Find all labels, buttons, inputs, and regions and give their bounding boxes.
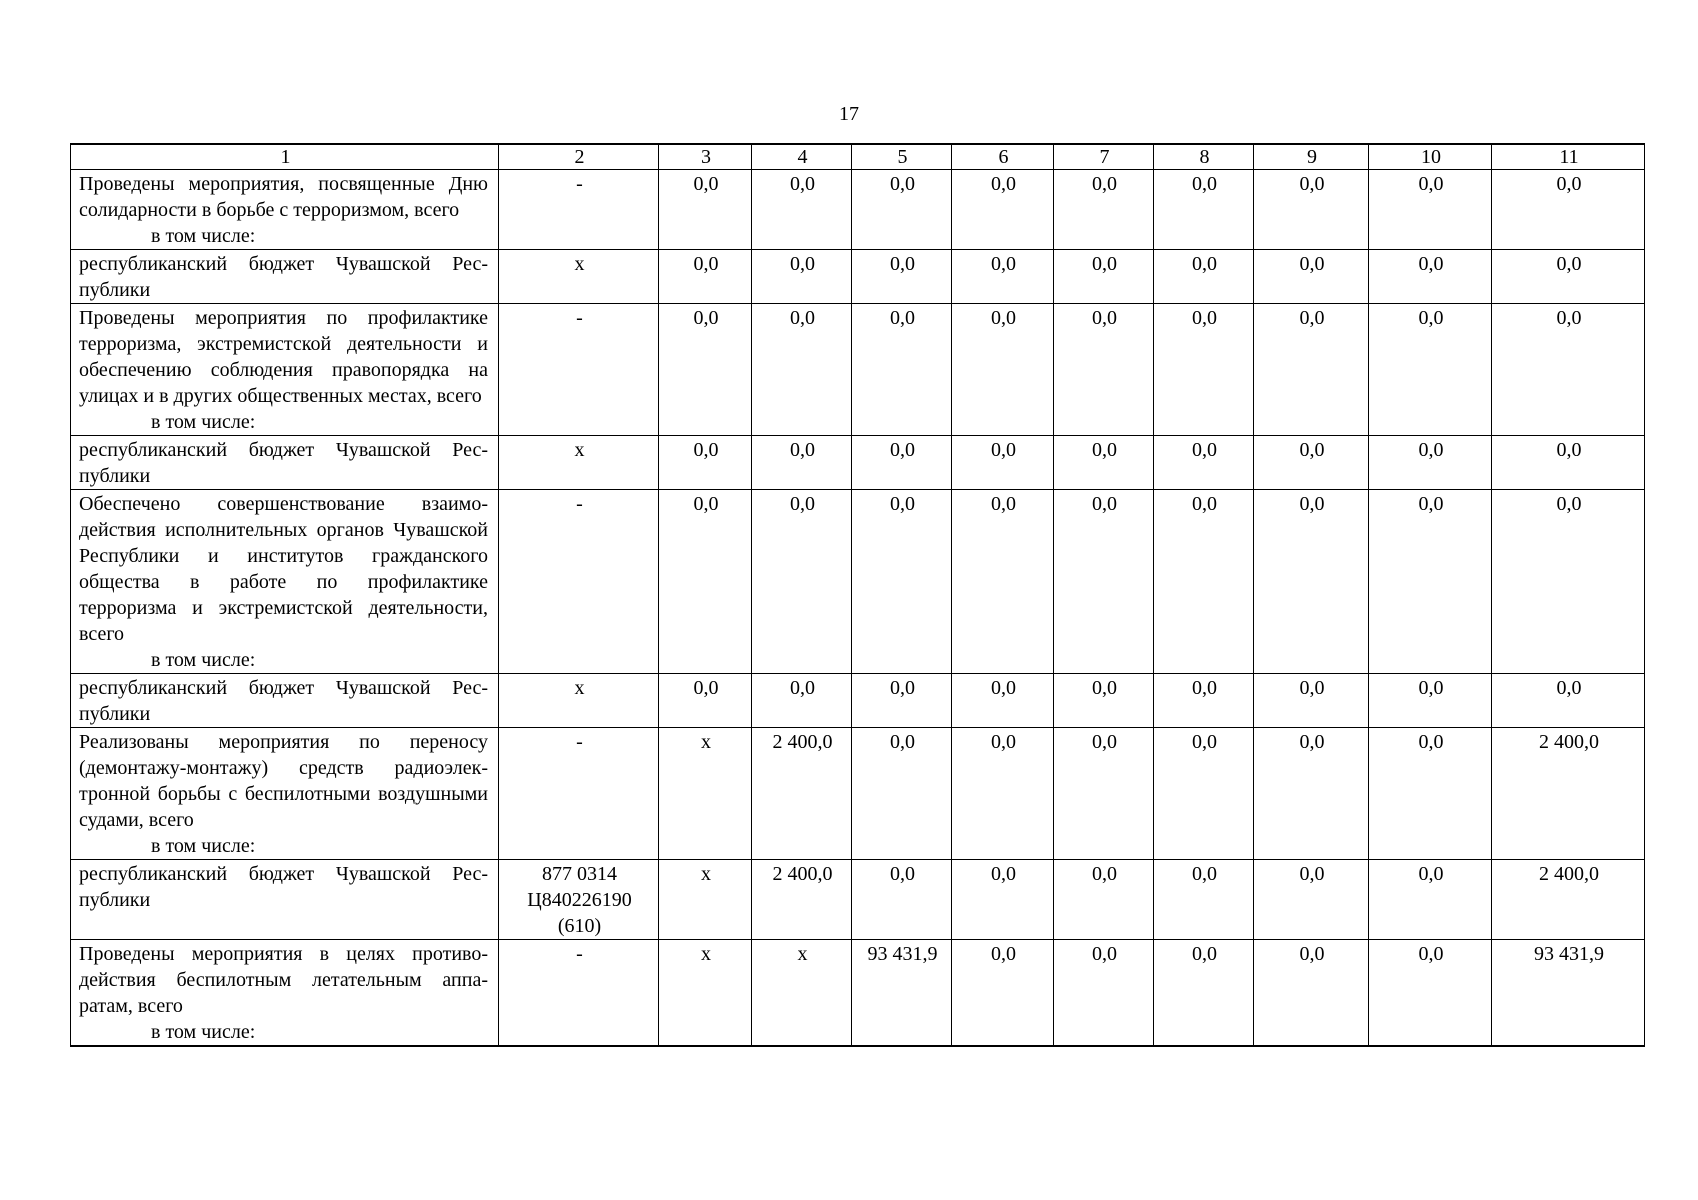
value-cell: 0,0	[1369, 250, 1492, 304]
column-header: 6	[952, 144, 1054, 170]
row-description-text: республиканский бюджет Чувашской Республики	[79, 863, 488, 911]
value-cell: 0,0	[1492, 436, 1645, 490]
value-cell: 0,0	[952, 304, 1054, 436]
column-header: 4	[752, 144, 852, 170]
value-cell: 0,0	[659, 304, 752, 436]
budget-code-cell	[499, 860, 659, 940]
value-cell: х	[659, 940, 752, 1047]
value-cell: 0,0	[1054, 436, 1154, 490]
value-cell: 0,0	[1054, 304, 1154, 436]
value-cell: 0,0	[1054, 674, 1154, 728]
value-cell: 0,0	[1054, 170, 1154, 250]
row-subtotal-label: в том числе:	[151, 411, 256, 433]
value-cell: х	[659, 728, 752, 860]
header-row	[71, 144, 1645, 170]
value-cell: 0,0	[1254, 940, 1369, 1047]
row-description	[71, 860, 499, 940]
table-header	[71, 144, 1645, 170]
budget-code-cell	[499, 436, 659, 490]
value-cell: 0,0	[1154, 728, 1254, 860]
value-cell: 2 400,0	[1492, 860, 1645, 940]
budget-code-line: х	[574, 253, 585, 275]
value-cell: 0,0	[1369, 674, 1492, 728]
row-description	[71, 170, 499, 250]
value-cell: 0,0	[1154, 170, 1254, 250]
budget-code-line: х	[574, 677, 585, 699]
value-cell: 0,0	[1254, 490, 1369, 674]
value-cell: х	[752, 940, 852, 1047]
value-cell: 0,0	[852, 250, 952, 304]
budget-code-line: -	[576, 307, 583, 329]
value-cell: 0,0	[1369, 304, 1492, 436]
value-cell: 0,0	[1154, 940, 1254, 1047]
value-cell: 0,0	[1154, 436, 1254, 490]
value-cell: 0,0	[852, 304, 952, 436]
budget-code-cell	[499, 304, 659, 436]
row-description	[71, 490, 499, 674]
row-description	[71, 940, 499, 1047]
value-cell: 0,0	[852, 490, 952, 674]
budget-code-cell	[499, 674, 659, 728]
budget-table	[70, 143, 1645, 1047]
row-description	[71, 436, 499, 490]
budget-code-line: (610)	[557, 915, 602, 937]
value-cell: 0,0	[1369, 490, 1492, 674]
row-description-text: республиканский бюджет Чувашской Республики	[79, 253, 488, 301]
value-cell: 0,0	[659, 170, 752, 250]
row-description	[71, 674, 499, 728]
value-cell: 93 431,9	[852, 940, 952, 1047]
budget-code-line: -	[576, 731, 583, 753]
value-cell: 0,0	[1054, 250, 1154, 304]
value-cell: 0,0	[1492, 490, 1645, 674]
table-row	[71, 170, 1645, 250]
value-cell: 93 431,9	[1492, 940, 1645, 1047]
row-description	[71, 250, 499, 304]
column-header: 9	[1254, 144, 1369, 170]
value-cell: 0,0	[1254, 860, 1369, 940]
row-subtotal-label: в том числе:	[151, 225, 256, 247]
page-number: 17	[839, 103, 859, 125]
row-description-text: республиканский бюджет Чувашской Республики	[79, 677, 488, 725]
value-cell: 0,0	[1154, 490, 1254, 674]
value-cell: 0,0	[752, 250, 852, 304]
value-cell: 0,0	[1154, 860, 1254, 940]
row-description-text: Обеспечено совершенствование взаимодействия исполнительных органов Чувашской Республики и институтов гражданского общества в работе по профилактике терроризма и экстремистской деятельности, всего	[79, 493, 488, 645]
value-cell: 0,0	[1154, 674, 1254, 728]
value-cell: 0,0	[1254, 674, 1369, 728]
value-cell: 0,0	[1054, 490, 1154, 674]
table-row	[71, 304, 1645, 436]
table-row	[71, 674, 1645, 728]
column-header: 3	[659, 144, 752, 170]
value-cell: 0,0	[659, 436, 752, 490]
value-cell: 0,0	[752, 170, 852, 250]
table-row	[71, 250, 1645, 304]
value-cell: 0,0	[952, 436, 1054, 490]
row-subtotal-label: в том числе:	[151, 649, 256, 671]
value-cell: 0,0	[1492, 250, 1645, 304]
value-cell: 0,0	[659, 490, 752, 674]
row-description-text: республиканский бюджет Чувашской Республики	[79, 439, 488, 487]
value-cell: 0,0	[1254, 728, 1369, 860]
table-row	[71, 860, 1645, 940]
value-cell: 0,0	[1492, 304, 1645, 436]
value-cell: 0,0	[952, 860, 1054, 940]
value-cell: 0,0	[952, 170, 1054, 250]
table-row	[71, 728, 1645, 860]
value-cell: 0,0	[1154, 304, 1254, 436]
value-cell: 0,0	[1492, 170, 1645, 250]
row-description-text: Проведены мероприятия по профилактике терроризма, экстремистской деятельности и обеспечению соблюдения правопорядка на улицах и в других общественных местах, всего	[79, 307, 488, 407]
table-row	[71, 436, 1645, 490]
value-cell: 0,0	[1254, 436, 1369, 490]
value-cell: 0,0	[852, 728, 952, 860]
value-cell: 0,0	[852, 860, 952, 940]
value-cell: 0,0	[952, 250, 1054, 304]
value-cell: 2 400,0	[752, 728, 852, 860]
value-cell: 0,0	[752, 304, 852, 436]
column-header: 7	[1054, 144, 1154, 170]
row-description-text: Реализованы мероприятия по переносу (демонтажу-монтажу) средств радиоэлектронной борьбы с беспилотными воздушными судами, всего	[79, 731, 488, 831]
budget-code-line: х	[574, 439, 585, 461]
column-header: 1	[71, 144, 499, 170]
value-cell: 0,0	[1054, 728, 1154, 860]
value-cell: 0,0	[1054, 940, 1154, 1047]
budget-code-cell	[499, 490, 659, 674]
column-header: 5	[852, 144, 952, 170]
budget-code-line: -	[576, 173, 583, 195]
budget-code-cell	[499, 170, 659, 250]
value-cell: 0,0	[1254, 304, 1369, 436]
value-cell: 0,0	[659, 250, 752, 304]
value-cell: 0,0	[1254, 170, 1369, 250]
column-header: 2	[499, 144, 659, 170]
budget-code-line: Ц840226190	[527, 889, 632, 911]
value-cell: 0,0	[659, 674, 752, 728]
table-row	[71, 490, 1645, 674]
budget-code-line: 877 0314	[542, 863, 617, 885]
value-cell: 0,0	[1154, 250, 1254, 304]
budget-code-line: -	[576, 493, 583, 515]
value-cell: 0,0	[1369, 860, 1492, 940]
budget-code-line: -	[576, 943, 583, 965]
row-description	[71, 728, 499, 860]
table-body	[71, 170, 1645, 1047]
column-header: 11	[1492, 144, 1645, 170]
row-description-text: Проведены мероприятия, посвященные Дню солидарности в борьбе с терроризмом, всего	[79, 173, 488, 221]
value-cell: 0,0	[1369, 940, 1492, 1047]
value-cell: 2 400,0	[752, 860, 852, 940]
row-description-text: Проведены мероприятия в целях противодействия беспилотным летательным аппаратам, всего	[79, 943, 488, 1017]
value-cell: 0,0	[752, 674, 852, 728]
value-cell: 0,0	[1254, 250, 1369, 304]
value-cell: 0,0	[952, 674, 1054, 728]
column-header: 10	[1369, 144, 1492, 170]
value-cell: 0,0	[1369, 436, 1492, 490]
row-description	[71, 304, 499, 436]
value-cell: 0,0	[1369, 728, 1492, 860]
value-cell: 0,0	[752, 436, 852, 490]
value-cell: х	[659, 860, 752, 940]
budget-code-cell	[499, 940, 659, 1047]
value-cell: 0,0	[852, 436, 952, 490]
value-cell: 2 400,0	[1492, 728, 1645, 860]
value-cell: 0,0	[1054, 860, 1154, 940]
row-subtotal-label: в том числе:	[151, 835, 256, 857]
budget-code-cell	[499, 728, 659, 860]
value-cell: 0,0	[952, 490, 1054, 674]
table-row	[71, 940, 1645, 1047]
value-cell: 0,0	[752, 490, 852, 674]
column-header: 8	[1154, 144, 1254, 170]
budget-code-cell	[499, 250, 659, 304]
value-cell: 0,0	[952, 728, 1054, 860]
row-subtotal-label: в том числе:	[151, 1021, 256, 1043]
value-cell: 0,0	[1369, 170, 1492, 250]
value-cell: 0,0	[1492, 674, 1645, 728]
value-cell: 0,0	[852, 674, 952, 728]
value-cell: 0,0	[852, 170, 952, 250]
value-cell: 0,0	[952, 940, 1054, 1047]
